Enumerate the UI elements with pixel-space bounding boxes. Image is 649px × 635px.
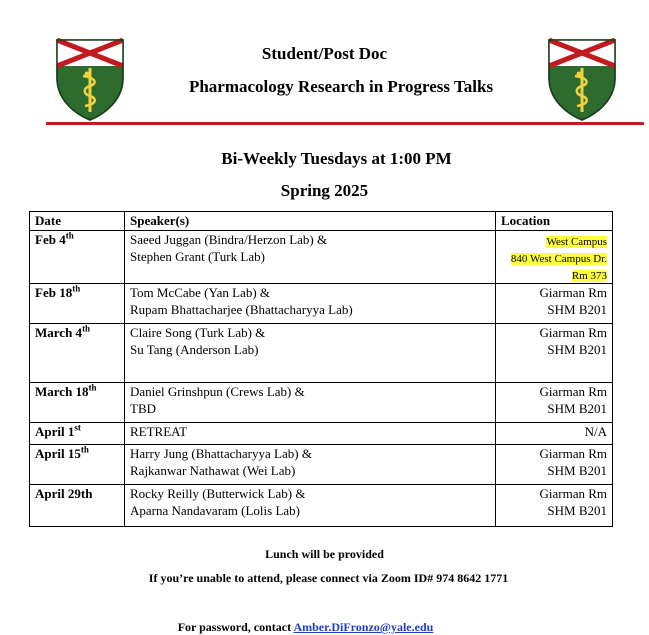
speaker-2: Rupam Bhattacharjee (Bhattacharyya Lab) (130, 302, 353, 317)
header-date: Date (30, 212, 125, 231)
table-row (30, 231, 613, 284)
header-location: Location (496, 212, 613, 231)
row-speakers (125, 485, 496, 527)
row-location (496, 423, 613, 445)
schedule-term: Spring 2025 (280, 181, 369, 200)
location-line: Giarman Rm (539, 325, 607, 340)
table-row (30, 383, 613, 423)
row-speakers (125, 284, 496, 324)
speaker-1: Rocky Reilly (Butterwick Lab) & (130, 486, 306, 501)
row-date: March 18th (30, 383, 125, 423)
row-location (496, 231, 613, 284)
speaker-2: Su Tang (Anderson Lab) (130, 342, 259, 357)
speaker-1: Harry Jung (Bhattacharyya Lab) & (130, 446, 312, 461)
header-title-line2: Pharmacology Research in Progress Talks (188, 77, 494, 96)
location-line: 840 West Campus Dr. (510, 253, 607, 265)
location-line: SHM B201 (547, 503, 607, 518)
row-location (496, 383, 613, 423)
table-header-row (30, 212, 613, 231)
row-speakers (125, 231, 496, 284)
table-row (30, 324, 613, 383)
table-row (30, 423, 613, 445)
location-line: N/A (584, 424, 607, 439)
speaker-2: TBD (130, 401, 156, 416)
location-line: SHM B201 (547, 302, 607, 317)
speaker-1: Tom McCabe (Yan Lab) & (130, 285, 271, 300)
table-row (30, 445, 613, 485)
contact-email-link[interactable]: Amber.DiFronzo@yale.edu (293, 620, 434, 634)
speaker-1: Daniel Grinshpun (Crews Lab) & (130, 384, 305, 399)
location-line: Giarman Rm (539, 285, 607, 300)
speaker-1: Claire Song (Turk Lab) & (130, 325, 266, 340)
row-location (496, 485, 613, 527)
row-date: Feb 4th (30, 231, 125, 284)
speaker-2: Stephen Grant (Turk Lab) (130, 249, 265, 264)
row-location (496, 445, 613, 485)
password-prefix: For password, contact (177, 620, 294, 634)
header-speakers: Speaker(s) (125, 212, 496, 231)
location-line: West Campus (546, 236, 607, 248)
row-speakers (125, 445, 496, 485)
header-title-line1: Student/Post Doc (261, 44, 388, 63)
row-speakers (125, 383, 496, 423)
location-line: Rm 373 (571, 270, 607, 282)
row-location (496, 284, 613, 324)
speaker-2: Rajkanwar Nathawat (Wei Lab) (130, 463, 296, 478)
table-row (30, 485, 613, 527)
zoom-info: If you’re unable to attend, please connect via Zoom ID# 974 8642 1771 (148, 571, 509, 585)
location-line: Giarman Rm (539, 486, 607, 501)
row-speakers (125, 423, 496, 445)
location-line: SHM B201 (547, 463, 607, 478)
speaker-1: RETREAT (130, 424, 188, 439)
header-divider (46, 122, 644, 125)
schedule-time: Bi-Weekly Tuesdays at 1:00 PM (221, 149, 452, 168)
lunch-note: Lunch will be provided (265, 547, 384, 561)
password-contact (0, 620, 630, 635)
location-line: SHM B201 (547, 342, 607, 357)
table-row (30, 284, 613, 324)
row-speakers (125, 324, 496, 383)
talk-schedule-table (29, 211, 613, 527)
row-date: Feb 18th (30, 284, 125, 324)
location-line: SHM B201 (547, 401, 607, 416)
row-date: April 1st (30, 423, 125, 445)
row-date: April 29th (30, 485, 125, 527)
row-location (496, 324, 613, 383)
speaker-1: Saeed Juggan (Bindra/Herzon Lab) & (130, 232, 328, 247)
speaker-2: Aparna Nandavaram (Lolis Lab) (130, 503, 301, 518)
location-line: Giarman Rm (539, 446, 607, 461)
location-line: Giarman Rm (539, 384, 607, 399)
row-date: April 15th (30, 445, 125, 485)
row-date: March 4th (30, 324, 125, 383)
